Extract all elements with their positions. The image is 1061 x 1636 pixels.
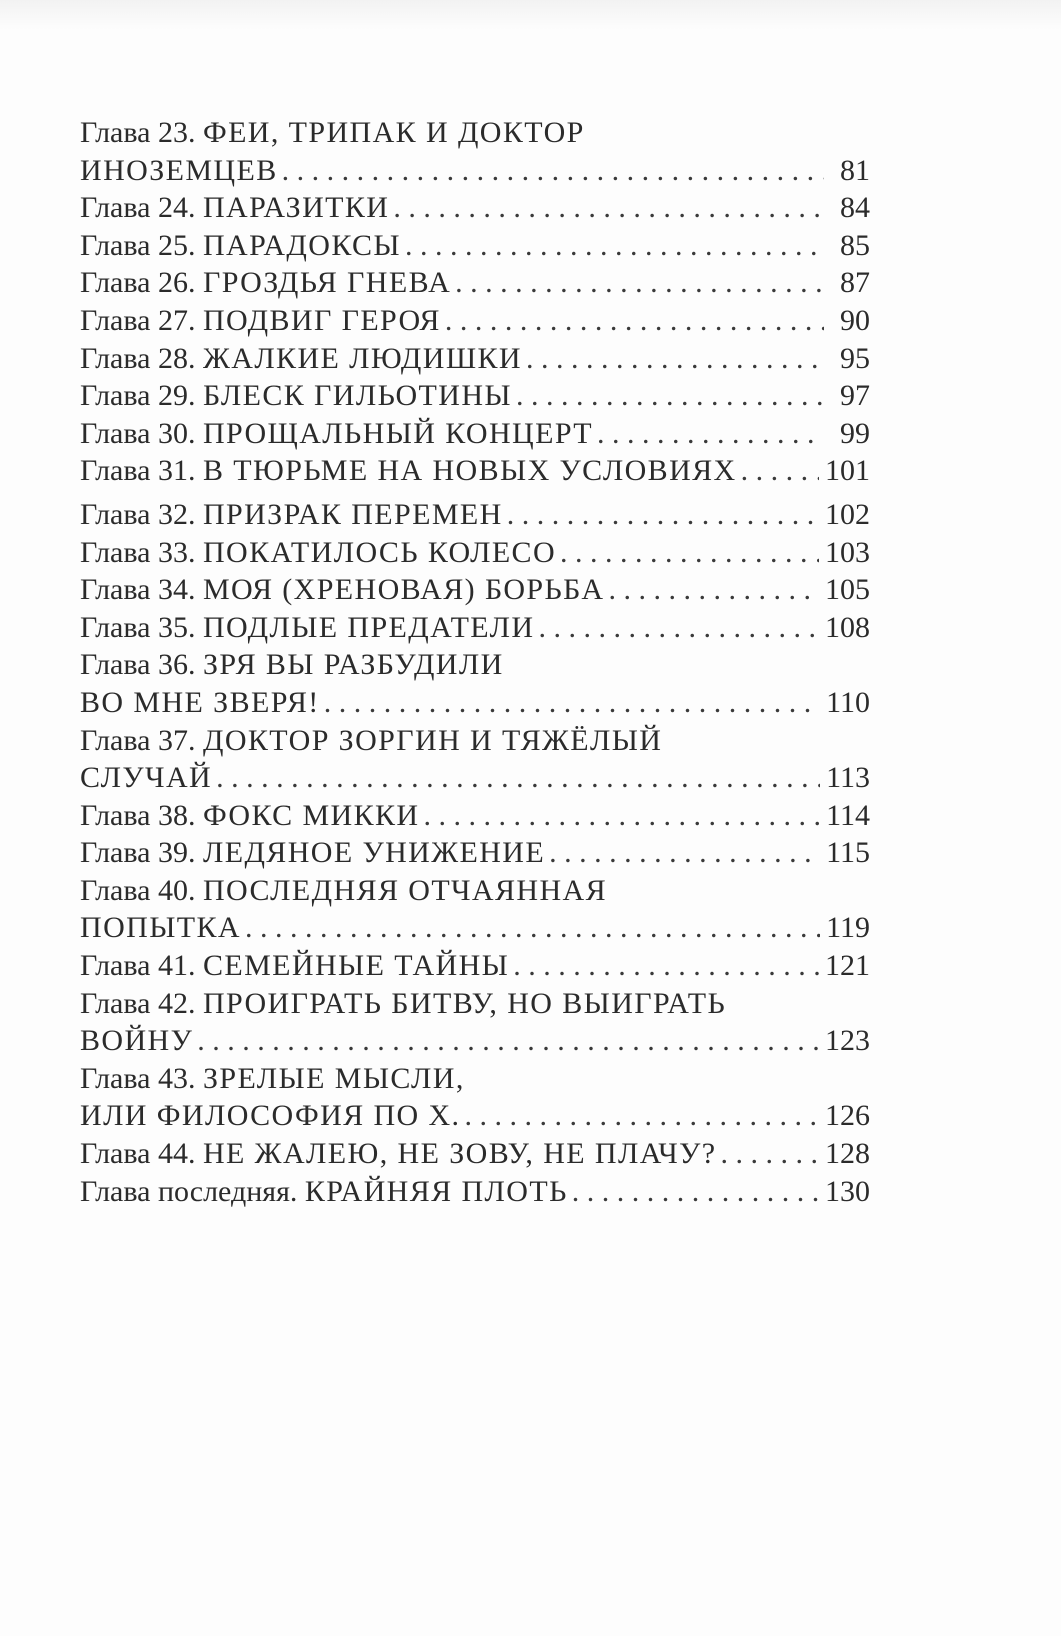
page-number: 101 [825,454,870,488]
chapter-title: МОЯ (ХРЕНОВАЯ) БОРЬБА [202,573,605,607]
chapter-title: ФЕИ, ТРИПАК И ДОКТОР [202,116,585,149]
chapter-title: В ТЮРЬМЕ НА НОВЫХ УСЛОВИЯХ [202,454,737,488]
table-of-contents [80,114,870,1210]
dot-leader [507,496,819,534]
dot-leader [464,1097,819,1135]
chapter-title: ПАРАЗИТКИ [202,191,390,225]
chapter-prefix: Глава 40. [80,873,196,907]
dot-leader [572,1173,819,1211]
toc-entry-40[interactable] [80,872,870,947]
chapter-prefix: Глава 36. [80,648,196,682]
chapter-prefix: Глава 43. [80,1061,196,1095]
page-number: 115 [826,836,870,870]
chapter-prefix: Глава последняя. [80,1174,298,1208]
chapter-prefix: Глава 25. [80,228,196,262]
toc-entry-24[interactable] [80,189,870,227]
chapter-title: СЕМЕЙНЫЕ ТАЙНЫ [202,949,510,983]
chapter-title: ФОКС МИККИ [202,798,420,832]
page-number: 114 [826,798,870,832]
page-number: 105 [825,573,870,607]
chapter-prefix: Глава 37. [80,723,196,757]
chapter-title-continued: СЛУЧАЙ [80,761,213,795]
chapter-prefix: Глава 41. [80,949,196,983]
dot-leader [424,797,821,835]
dot-leader [526,340,824,378]
dot-leader [455,264,824,302]
page-number: 102 [825,497,870,531]
chapter-title: ЛЕДЯНОЕ УНИЖЕНИЕ [202,836,546,870]
dot-leader [741,452,819,490]
toc-entry-25[interactable] [80,227,870,265]
page-number: 99 [840,416,870,450]
chapter-prefix: Глава 38. [80,798,196,832]
page-number: 81 [840,153,870,187]
page-number: 119 [826,911,870,945]
toc-entry-41[interactable] [80,947,870,985]
toc-entry-27[interactable] [80,302,870,340]
page-edge-shadow [0,0,1061,30]
page-number: 103 [825,535,870,569]
toc-entry-23[interactable] [80,114,870,189]
chapter-title: НЕ ЖАЛЕЮ, НЕ ЗОВУ, НЕ ПЛАЧУ? [202,1137,717,1171]
toc-entry-31[interactable] [80,452,870,490]
toc-entry-38[interactable] [80,797,870,835]
chapter-title: ЖАЛКИЕ ЛЮДИШКИ [202,341,522,375]
toc-entry-29[interactable] [80,377,870,415]
toc-entry-39[interactable] [80,834,870,872]
dot-leader [445,302,824,340]
toc-entry-30[interactable] [80,415,870,453]
chapter-prefix: Глава 28. [80,341,196,375]
toc-entry-36[interactable] [80,646,870,721]
dot-leader [608,571,819,609]
page-number: 85 [840,228,870,262]
dot-leader [560,534,819,572]
toc-entry-42[interactable] [80,985,870,1060]
chapter-title-continued: ПОПЫТКА [80,911,241,945]
dot-leader [393,189,824,227]
dot-leader [513,947,819,985]
chapter-prefix: Глава 31. [80,454,196,488]
chapter-title-continued: ИНОЗЕМЦЕВ [80,153,278,187]
chapter-prefix: Глава 24. [80,191,196,225]
page-number: 95 [840,341,870,375]
chapter-title: ПОСЛЕДНЯЯ ОТЧАЯННАЯ [202,873,608,907]
dot-leader [538,609,819,647]
toc-entry-33[interactable] [80,534,870,572]
toc-entry-37[interactable] [80,722,870,797]
dot-leader [282,152,824,190]
chapter-title: ДОКТОР ЗОРГИН И ТЯЖЁЛЫЙ [202,723,663,757]
page-number: 84 [840,191,870,225]
chapter-title: ЗРЯ ВЫ РАЗБУДИЛИ [202,648,504,682]
dot-leader [216,759,820,797]
page-number: 108 [825,610,870,644]
chapter-title-continued: ИЛИ ФИЛОСОФИЯ ПО Х. [80,1099,461,1133]
chapter-title: ПОДЛЫЕ ПРЕДАТЕЛИ [202,610,535,644]
toc-entry-28[interactable] [80,340,870,378]
chapter-prefix: Глава 34. [80,573,196,607]
dot-leader [516,377,824,415]
chapter-prefix: Глава 29. [80,379,196,413]
dot-leader [597,415,824,453]
page-number: 87 [840,266,870,300]
chapter-title: ПОКАТИЛОСЬ КОЛЕСО [202,535,557,569]
toc-entry-43[interactable] [80,1060,870,1135]
page-number: 97 [840,379,870,413]
dot-leader [721,1135,820,1173]
chapter-prefix: Глава 23. [80,116,196,149]
chapter-title-continued: ВОЙНУ [80,1024,194,1058]
chapter-prefix: Глава 32. [80,497,196,531]
page-number: 90 [840,303,870,337]
chapter-prefix: Глава 26. [80,266,196,300]
dot-leader [197,1022,819,1060]
toc-entry-35[interactable] [80,609,870,647]
chapter-title: ПОДВИГ ГЕРОЯ [202,303,441,337]
toc-entry-34[interactable] [80,571,870,609]
chapter-title: ЗРЕЛЫЕ МЫСЛИ, [202,1061,465,1095]
chapter-prefix: Глава 42. [80,986,196,1020]
chapter-prefix: Глава 30. [80,416,196,450]
dot-leader [549,834,820,872]
chapter-title: БЛЕСК ГИЛЬОТИНЫ [202,379,512,413]
chapter-prefix: Глава 35. [80,610,196,644]
chapter-title: ПРОЩАЛЬНЫЙ КОНЦЕРТ [202,416,594,450]
chapter-prefix: Глава 44. [80,1137,196,1171]
toc-entry-last[interactable] [80,1173,870,1211]
page-number: 126 [825,1099,870,1133]
dot-leader [324,684,820,722]
toc-entry-32[interactable] [80,496,870,534]
chapter-title: КРАЙНЯЯ ПЛОТЬ [304,1174,568,1208]
page-number: 110 [826,685,870,719]
dot-leader [405,227,824,265]
page-number: 130 [825,1174,870,1208]
page-number: 113 [826,761,870,795]
page-number: 128 [825,1137,870,1171]
chapter-title: ПРОИГРАТЬ БИТВУ, НО ВЫИГРАТЬ [202,986,727,1020]
chapter-title: ПРИЗРАК ПЕРЕМЕН [202,497,503,531]
toc-entry-26[interactable] [80,264,870,302]
chapter-title: ГРОЗДЬЯ ГНЕВА [202,266,452,300]
chapter-prefix: Глава 33. [80,535,196,569]
chapter-prefix: Глава 27. [80,303,196,337]
toc-entry-44[interactable] [80,1135,870,1173]
chapter-title-continued: ВО МНЕ ЗВЕРЯ! [80,685,320,719]
chapter-prefix: Глава 39. [80,836,196,870]
chapter-title: ПАРАДОКСЫ [202,228,401,262]
page-number: 123 [825,1024,870,1058]
page-number: 121 [825,949,870,983]
dot-leader [245,909,820,947]
